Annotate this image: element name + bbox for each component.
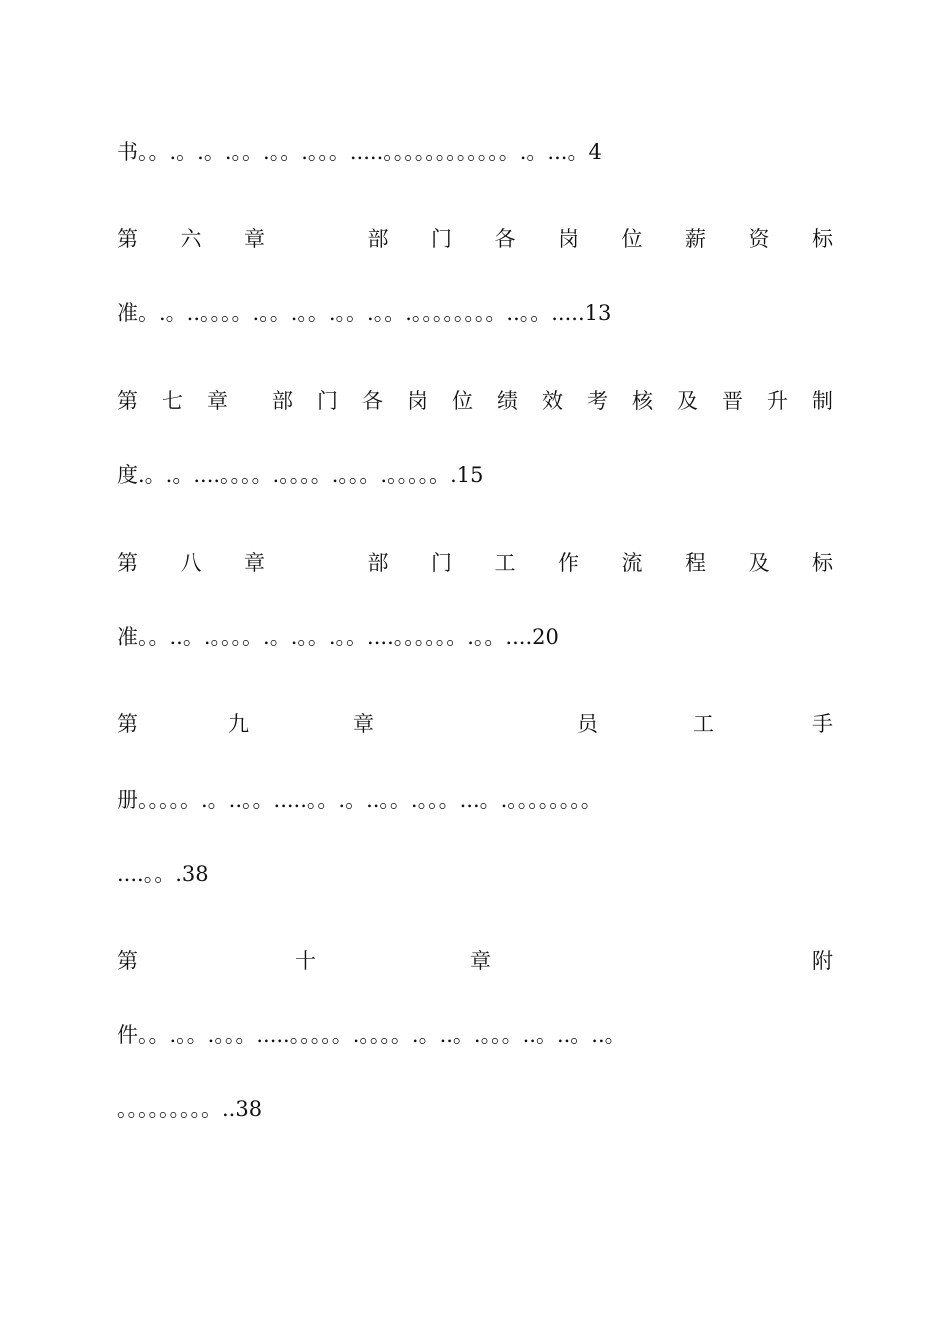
toc-line-chapter5-end [117,135,833,169]
toc-line-chapter7-end [117,458,833,492]
toc-char: 章 [470,949,491,973]
toc-text: 件。。.。。.。。。.....。。。。。.。。。。.。..。.。。。..。..。..。 [117,1023,626,1047]
toc-char: 晋 [722,389,743,413]
toc-char: 员 [577,712,598,736]
toc-char: 位 [452,389,473,413]
toc-char: 六 [180,227,202,251]
toc-line-chapter10-entry [117,1018,833,1052]
toc-char: 及 [748,551,770,575]
toc-char: 考 [587,389,608,413]
toc-char: 流 [621,551,643,575]
toc-char: 八 [180,551,202,575]
toc-char: 门 [431,551,452,575]
toc-char: 工 [494,551,516,575]
toc-char: 部 [367,551,389,575]
toc-line-chapter10-page [117,1092,833,1126]
toc-char: 第 [117,712,138,736]
toc-char: 十 [295,949,316,973]
toc-char: 核 [632,389,653,413]
toc-text: 。。。。。。。。。..38 [117,1097,263,1121]
toc-text: 准。。..。.。。。。.。.。。.。。....。。。。。。.。。....20 [117,625,559,649]
toc-char: 程 [685,551,706,575]
toc-char: 九 [228,712,249,736]
toc-text: 准。.。..。。。。.。。.。。.。。.。。.。。。。。。。。..。。.....13 [117,301,612,325]
toc-char: 标 [812,551,833,575]
toc-char: 岗 [558,227,579,251]
toc-line-chapter6-title [117,222,833,256]
toc-char: 章 [353,712,374,736]
toc-char: 门 [317,389,338,413]
toc-line-chapter9-entry [117,783,833,817]
toc-char: 绩 [497,389,518,413]
toc-char: 门 [431,227,452,251]
toc-char: 岗 [407,389,428,413]
toc-char: 章 [244,551,265,575]
toc-char: 升 [767,389,788,413]
toc-char: 各 [494,227,516,251]
toc-char: 各 [362,389,383,413]
toc-line-chapter6-end [117,296,833,330]
toc-char: 标 [812,227,833,251]
toc-line-chapter9-title [117,707,833,741]
toc-char: 作 [558,551,579,575]
toc-line-chapter8-title [117,546,833,580]
toc-char: 部 [272,389,293,413]
toc-char: 制 [812,389,833,413]
toc-line-chapter9-page [117,857,833,891]
toc-char: 第 [117,227,138,251]
toc-char: 第 [117,551,138,575]
toc-char: 第 [117,949,138,973]
toc-line-chapter8-end [117,620,833,654]
toc-char: 薪 [685,227,706,251]
toc-char: 章 [244,227,265,251]
toc-char: 附 [812,949,833,973]
toc-char: 七 [162,389,183,413]
toc-char: 第 [117,389,138,413]
toc-char: 效 [542,389,563,413]
toc-line-chapter7-title [117,384,833,418]
toc-char: 手 [812,712,833,736]
toc-text: 书。。.。.。.。。.。。.。。。.....。。。。。。。。。。。。.。...。4 [117,140,602,164]
toc-char: 位 [621,227,643,251]
toc-line-chapter10-title [117,944,833,978]
toc-char: 资 [748,227,770,251]
toc-char: 部 [367,227,389,251]
toc-text: ....。。.38 [117,862,209,886]
toc-char: 章 [207,389,228,413]
toc-char: 及 [677,389,698,413]
toc-text: 册。。。。。.。..。。.....。。.。..。。.。。。...。.。。。。。。。。 [117,788,602,812]
toc-char: 工 [693,712,714,736]
toc-text: 度.。.。....。。。。.。。。。.。。。.。。。。。.15 [117,463,484,487]
